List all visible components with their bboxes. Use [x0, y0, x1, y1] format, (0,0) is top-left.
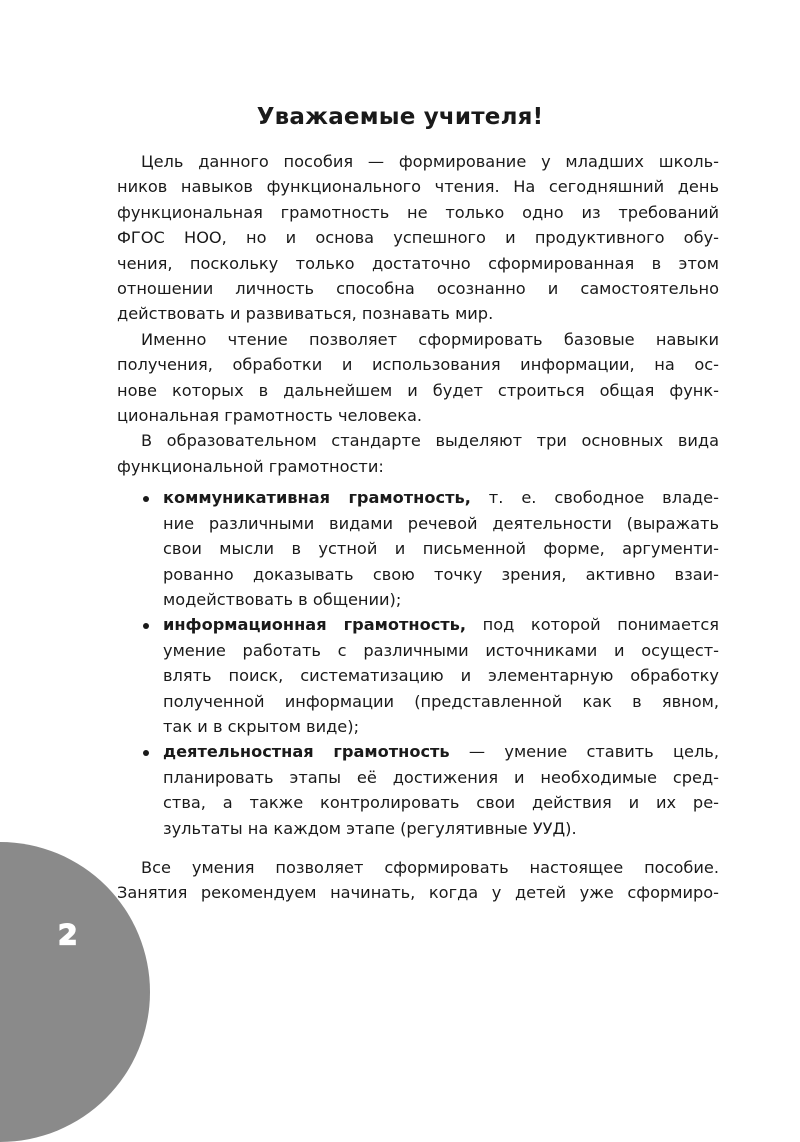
text-line: нове которых в дальнейшем и будет строиться общая функ-	[117, 380, 719, 400]
text-line: свои мысли в устной и письменной форме, аргументи-	[163, 539, 719, 559]
list-item	[163, 485, 719, 612]
paragraph-intro	[117, 149, 719, 327]
bullet-term: информационная грамотность,	[163, 615, 467, 635]
bullet-term: коммуникативная грамотность,	[163, 488, 471, 508]
text-line	[163, 612, 719, 637]
text-line: функциональной грамотности:	[117, 456, 384, 476]
text-line: ФГОС НОО, но и основа успешного и продуктивного обу-	[117, 228, 719, 248]
literacy-types-list	[163, 485, 719, 841]
text-line: умение работать с различными источниками и осущест-	[163, 640, 719, 660]
list-item	[163, 739, 719, 841]
bullet-term: деятельностная грамотность	[163, 742, 450, 762]
text-line: отношении личность способна осознанно и самостоятельно	[117, 279, 719, 299]
paragraph-standard	[117, 428, 719, 479]
spacer	[117, 847, 719, 855]
list-item	[163, 612, 719, 739]
bullet-text: под которой понимается	[466, 615, 719, 635]
text-line	[163, 739, 719, 764]
text-line: так и в скрытом виде);	[163, 716, 360, 736]
text-line: рованно доказывать свою точку зрения, активно взаи-	[163, 564, 719, 584]
text-line: Цель данного пособия — формирование у младших школь-	[141, 152, 719, 171]
bullet-text: — умение ставить цель,	[449, 742, 719, 762]
text-line: функциональная грамотность не только одно из требований	[117, 202, 719, 222]
bullet-icon	[143, 623, 149, 629]
page-number: 2	[58, 918, 79, 951]
text-line	[163, 485, 719, 510]
text-line: ства, а также контролировать свои действия и их ре-	[163, 793, 719, 813]
text-line: модействовать в общении);	[163, 589, 402, 609]
paragraph-closing	[117, 855, 719, 906]
text-line: Занятия рекомендуем начинать, когда у детей уже сформиро-	[117, 883, 719, 903]
text-line: ников навыков функционального чтения. На сегодняшний день	[117, 177, 719, 197]
text-line: планировать этапы её достижения и необходимые сред-	[163, 767, 719, 787]
paragraph-reading	[117, 327, 719, 429]
text-line: полученной информации (представленной как в явном,	[163, 691, 719, 711]
text-line: циональная грамотность человека.	[117, 406, 423, 426]
text-line: Именно чтение позволяет сформировать базовые навыки	[141, 329, 719, 349]
text-line: зультаты на каждом этапе (регулятивные УУД).	[163, 818, 577, 838]
text-line: получения, обработки и использования информации, на ос-	[117, 355, 719, 375]
text-line: Все умения позволяет сформировать настоящее пособие.	[141, 857, 719, 877]
bullet-icon	[143, 750, 149, 756]
text-line: действовать и развиваться, познавать мир.	[117, 304, 494, 324]
text-line: чения, поскольку только достаточно сформированная в этом	[117, 253, 719, 273]
text-line: В образовательном стандарте выделяют три основных вида	[141, 431, 719, 451]
text-line: влять поиск, систематизацию и элементарную обработку	[163, 666, 719, 686]
body-text	[117, 149, 719, 906]
text-line: ние различными видами речевой деятельности (выражать	[163, 513, 719, 533]
bullet-icon	[143, 496, 149, 502]
page-title: Уважаемые учителя!	[256, 104, 544, 130]
bullet-text: т. е. свободное владе-	[470, 488, 719, 508]
